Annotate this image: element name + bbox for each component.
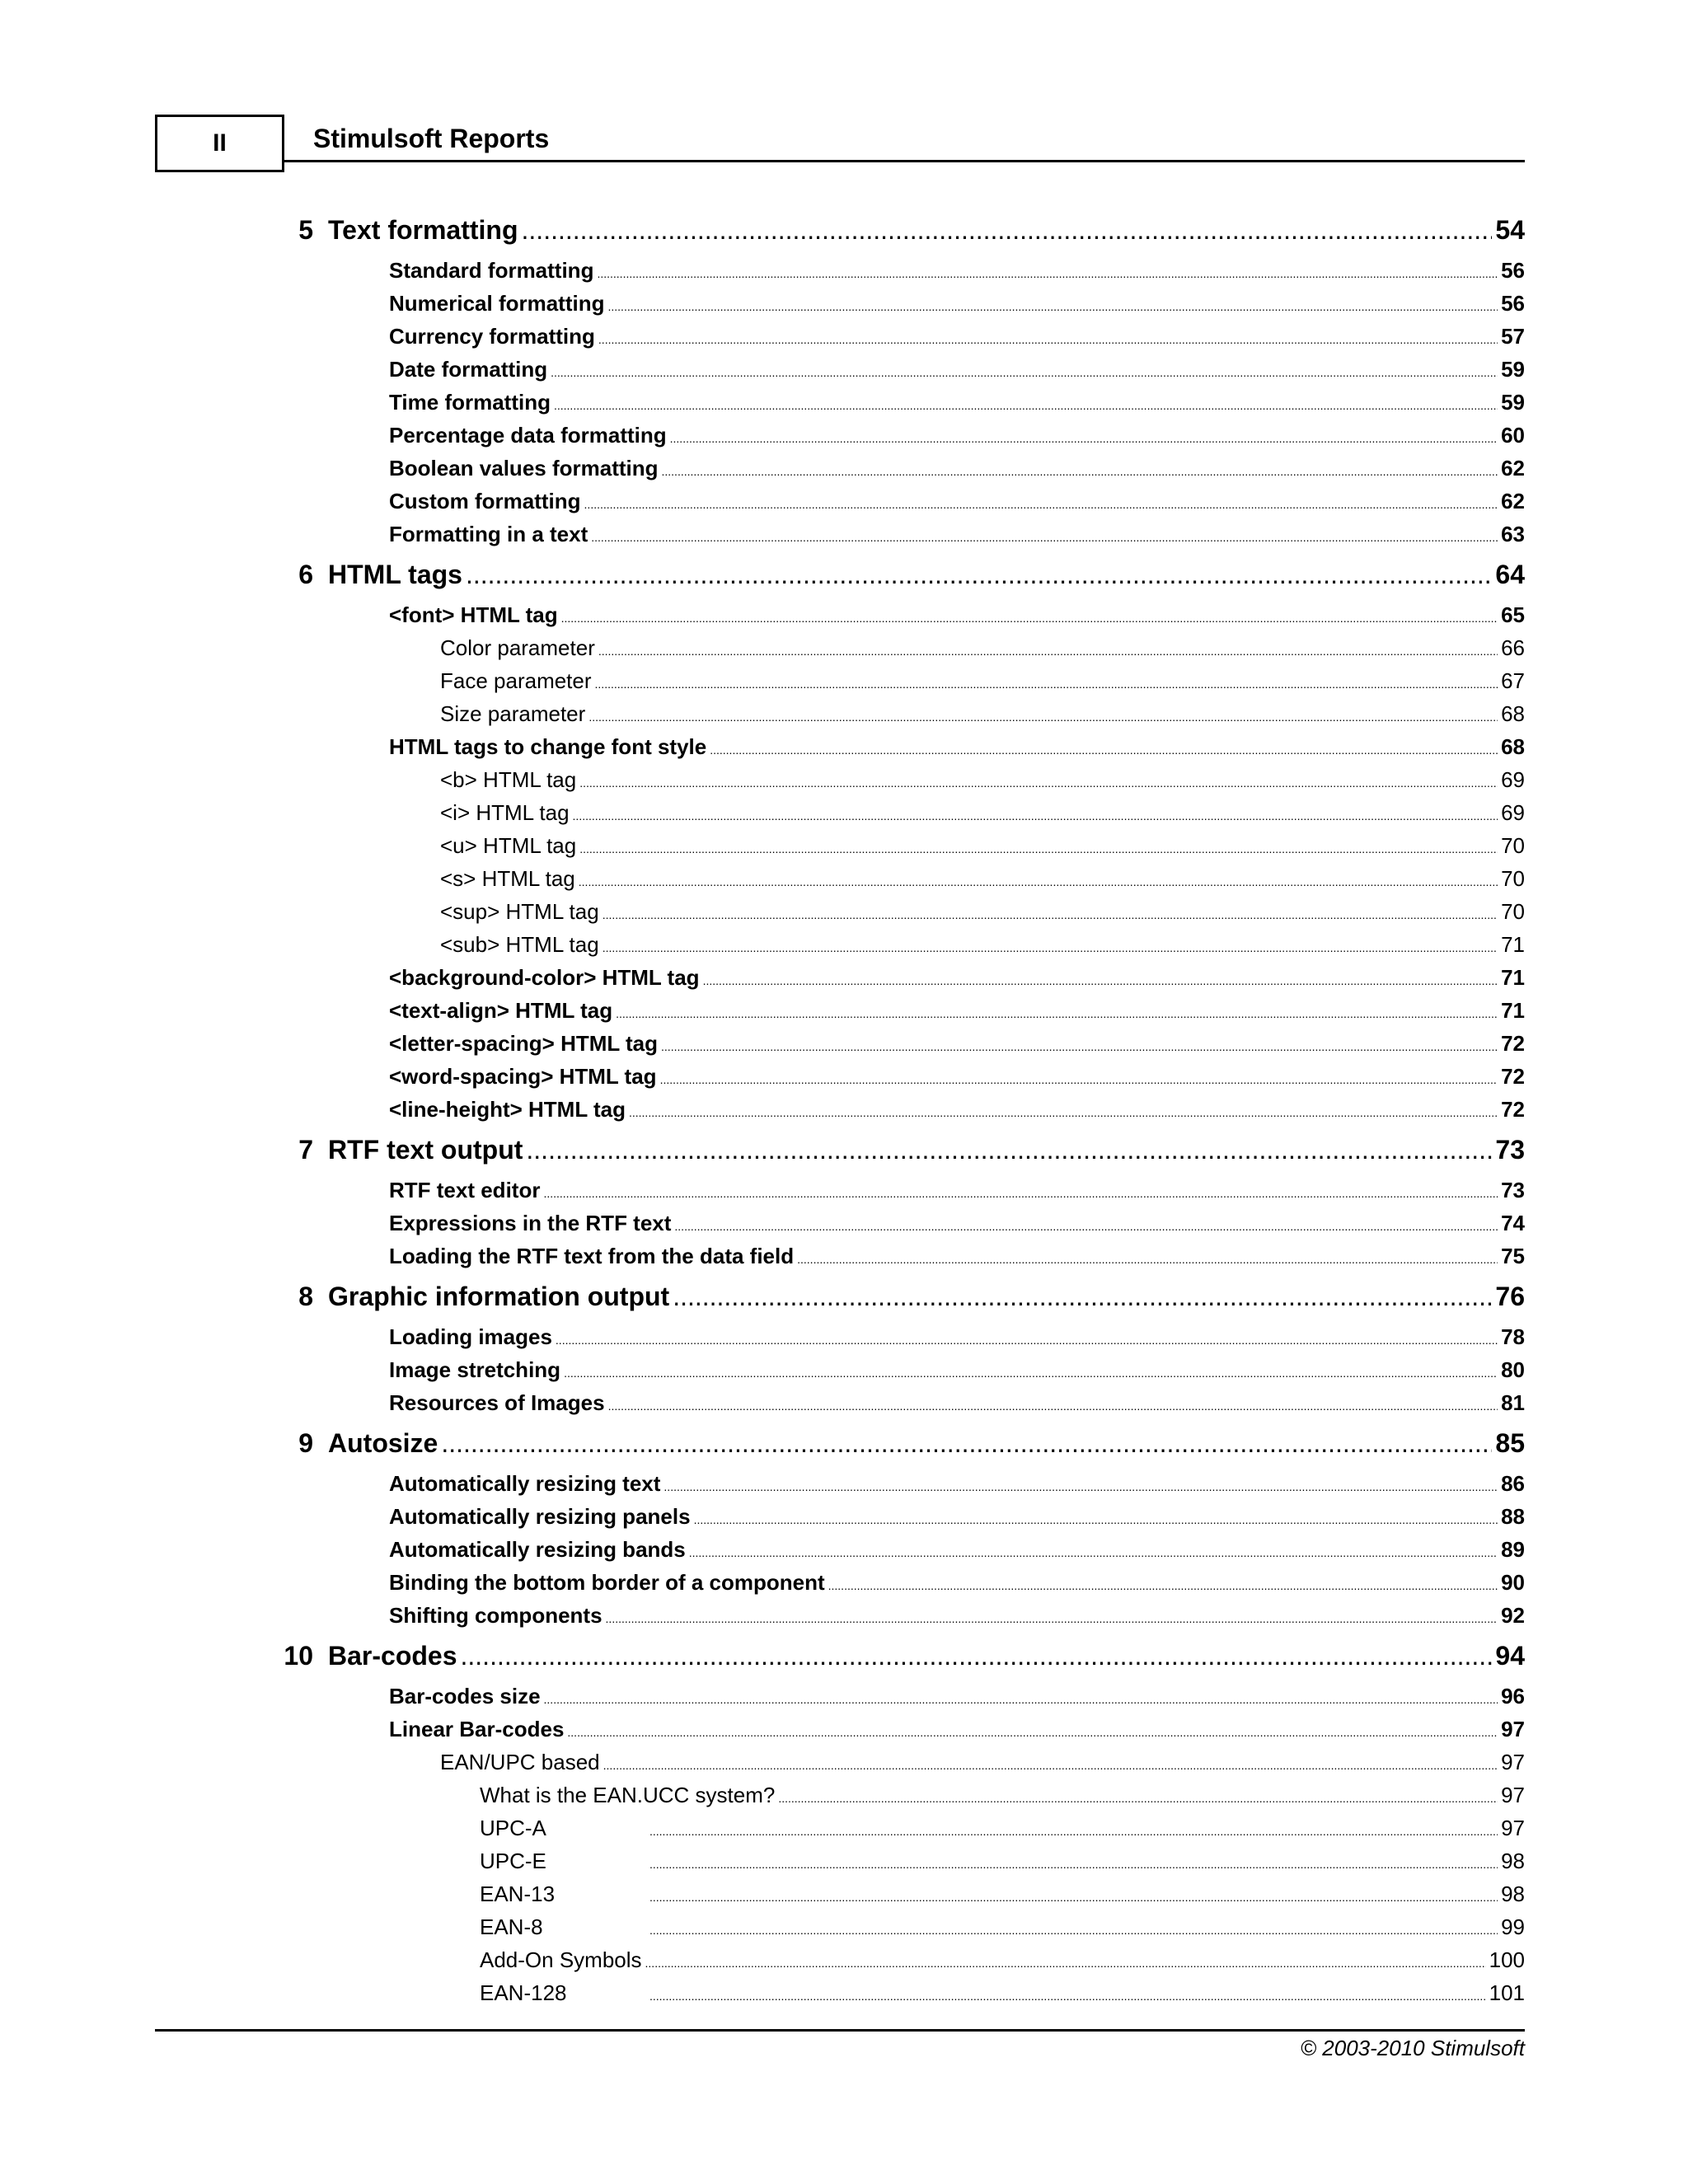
toc-entry-title: Linear Bar-codes <box>389 1717 565 1741</box>
toc-entry-title: Image stretching <box>389 1357 561 1382</box>
toc-page-number: 98 <box>1501 1882 1525 1906</box>
toc-dot-leader <box>660 1073 1498 1086</box>
toc-dot-leader <box>608 1399 1498 1413</box>
toc-entry-title: Numerical formatting <box>389 291 605 316</box>
toc-page-number: 65 <box>1501 602 1525 627</box>
toc-entry-title: Face parameter <box>440 668 592 693</box>
toc-entry-title: <b> HTML tag <box>440 767 577 792</box>
toc-entry[interactable] <box>0 522 1688 555</box>
toc-page-number: 100 <box>1489 1947 1525 1972</box>
toc-dot-leader <box>670 432 1498 445</box>
toc-entry[interactable] <box>0 291 1688 324</box>
toc-entry-title: <font> HTML tag <box>389 602 558 627</box>
toc-entry-title: Color parameter <box>440 635 595 660</box>
toc-page-number: 71 <box>1501 998 1525 1023</box>
toc-entry[interactable] <box>0 899 1688 932</box>
toc-page-number: 85 <box>1495 1428 1525 1458</box>
toc-entry[interactable] <box>0 1570 1688 1603</box>
toc-entry[interactable] <box>0 932 1688 965</box>
toc-chapter-number: 10 <box>284 1641 313 1671</box>
toc-entry[interactable] <box>0 602 1688 635</box>
toc-entry-title: Boolean values formatting <box>389 456 659 480</box>
toc-entry[interactable] <box>0 1980 1688 2013</box>
toc-dot-leader <box>543 1187 1498 1200</box>
toc-entry-title: <sup> HTML tag <box>440 899 599 924</box>
toc-dot-leader <box>662 465 1498 478</box>
toc-dot-leader <box>603 1759 1498 1772</box>
toc-page-number: 71 <box>1501 932 1525 957</box>
toc-page-number: 63 <box>1501 522 1525 546</box>
toc-entry[interactable] <box>0 767 1688 800</box>
toc-entry[interactable] <box>0 1816 1688 1849</box>
toc-page-number: 56 <box>1501 258 1525 283</box>
toc-entry-title: EAN/UPC based <box>440 1750 600 1774</box>
toc-entry[interactable] <box>0 324 1688 357</box>
toc-page-number: 92 <box>1501 1603 1525 1628</box>
toc-dot-leader <box>689 1546 1498 1559</box>
toc-dot-leader <box>661 1040 1498 1053</box>
toc-entry[interactable] <box>0 734 1688 767</box>
toc-entry[interactable] <box>0 701 1688 734</box>
toc-page-number: 74 <box>1501 1211 1525 1235</box>
toc-page-number: 90 <box>1501 1570 1525 1595</box>
toc-entry[interactable] <box>0 1849 1688 1882</box>
toc-entry-title: UPC-E <box>480 1849 546 1873</box>
toc-page-number: 70 <box>1501 833 1525 858</box>
toc-entry-title: <u> HTML tag <box>440 833 577 858</box>
toc-entry-title: Loading the RTF text from the data field <box>389 1244 795 1268</box>
toc-dot-leader <box>778 1792 1498 1805</box>
toc-entry-title: HTML tags <box>328 560 462 589</box>
toc-chapter[interactable] <box>0 1135 1688 1171</box>
toc-page-number: 97 <box>1501 1783 1525 1807</box>
toc-entry-title: <s> HTML tag <box>440 866 575 891</box>
toc-dot-leader <box>663 1480 1498 1493</box>
toc-dot-leader <box>603 941 1498 954</box>
toc-entry-title: UPC-A <box>480 1816 546 1840</box>
toc-entry-title: <i> HTML tag <box>440 800 570 825</box>
toc-chapter[interactable] <box>0 215 1688 251</box>
toc-page-number: 72 <box>1501 1064 1525 1089</box>
toc-dot-leader <box>554 399 1498 412</box>
toc-entry-title: <letter-spacing> HTML tag <box>389 1031 659 1056</box>
toc-entry-title: Text formatting <box>328 215 518 245</box>
toc-page-number: 94 <box>1495 1641 1525 1671</box>
toc-page-number: 71 <box>1501 965 1525 990</box>
toc-dot-leader <box>797 1253 1498 1266</box>
toc-entry[interactable] <box>0 668 1688 701</box>
toc-entry[interactable] <box>0 998 1688 1031</box>
toc-page-number: 72 <box>1501 1031 1525 1056</box>
toc-entry[interactable] <box>0 866 1688 899</box>
toc-entry-title: Bar-codes size <box>389 1684 541 1708</box>
toc-entry[interactable] <box>0 357 1688 390</box>
toc-dot-leader <box>579 842 1498 855</box>
toc-entry-title: Resources of Images <box>389 1390 605 1415</box>
toc-dot-leader <box>579 875 1498 888</box>
toc-dot-leader <box>629 1106 1498 1119</box>
toc-entry-title: Automatically resizing bands <box>389 1537 686 1562</box>
toc-page-number: 97 <box>1501 1750 1525 1774</box>
toc-entry[interactable] <box>0 423 1688 456</box>
toc-dot-leader <box>584 498 1498 511</box>
toc-entry-title: Add-On Symbols <box>480 1947 642 1972</box>
toc-page-number: 68 <box>1501 701 1525 726</box>
toc-dot-leader <box>703 974 1498 987</box>
toc-page-number: 56 <box>1501 291 1525 316</box>
toc-entry-title: RTF text output <box>328 1135 523 1165</box>
page-header <box>0 0 1688 190</box>
toc-entry[interactable] <box>0 1097 1688 1130</box>
toc-dot-leader <box>616 1007 1498 1020</box>
toc-chapter-number: 6 <box>298 560 313 589</box>
toc-entry[interactable] <box>0 965 1688 998</box>
toc-page-number: 101 <box>1489 1980 1525 2005</box>
toc-chapter[interactable] <box>0 1282 1688 1318</box>
toc-page-number: 72 <box>1501 1097 1525 1122</box>
toc-entry-title: Date formatting <box>389 357 548 382</box>
toc-entry-title: Time formatting <box>389 390 551 415</box>
toc-entry-title: <text-align> HTML tag <box>389 998 613 1023</box>
toc-entry-title: <sub> HTML tag <box>440 932 599 957</box>
toc-entry-title: Loading images <box>389 1324 552 1349</box>
toc-entry-title: Bar-codes <box>328 1641 457 1671</box>
toc-entry[interactable] <box>0 1504 1688 1537</box>
header-rule <box>284 160 1525 162</box>
toc-dot-leader <box>649 1825 1498 1838</box>
toc-page-number: 99 <box>1501 1915 1525 1939</box>
toc-dot-leader <box>588 710 1498 724</box>
toc-page-number: 78 <box>1501 1324 1525 1349</box>
toc-dot-leader <box>441 1428 1492 1459</box>
toc-page-number: 75 <box>1501 1244 1525 1268</box>
toc-entry-title: Size parameter <box>440 701 586 726</box>
toc-page-number: 70 <box>1501 866 1525 891</box>
toc-entry-title: What is the EAN.UCC system? <box>480 1783 776 1807</box>
toc-page-number: 62 <box>1501 456 1525 480</box>
toc-chapter-number: 9 <box>298 1428 313 1458</box>
toc-dot-leader <box>649 1858 1498 1871</box>
toc-page-number: 80 <box>1501 1357 1525 1382</box>
toc-entry[interactable] <box>0 1471 1688 1504</box>
toc-dot-leader <box>603 908 1498 921</box>
toc-dot-leader <box>828 1579 1498 1592</box>
toc-page-number: 64 <box>1495 560 1525 589</box>
toc-entry-title: Autosize <box>328 1428 438 1458</box>
toc-entry[interactable] <box>0 456 1688 489</box>
toc-entry[interactable] <box>0 489 1688 522</box>
toc-page-number: 69 <box>1501 767 1525 792</box>
toc-dot-leader <box>544 1693 1498 1706</box>
toc-entry-title: Percentage data formatting <box>389 423 667 448</box>
toc-chapter[interactable] <box>0 1641 1688 1677</box>
toc-entry[interactable] <box>0 1603 1688 1636</box>
toc-entry-title: HTML tags to change font style <box>389 734 707 759</box>
toc-dot-leader <box>598 333 1498 346</box>
toc-entry[interactable] <box>0 1064 1688 1097</box>
toc-dot-leader <box>567 1726 1498 1739</box>
toc-entry[interactable] <box>0 833 1688 866</box>
toc-entry[interactable] <box>0 1211 1688 1244</box>
toc-page-number: 68 <box>1501 734 1525 759</box>
toc-entry-title: Shifting components <box>389 1603 603 1628</box>
toc-dot-leader <box>649 1891 1498 1904</box>
toc-entry[interactable] <box>0 1537 1688 1570</box>
page-number-box <box>155 115 284 172</box>
toc-dot-leader <box>564 1366 1498 1380</box>
toc-dot-leader <box>526 1135 1492 1165</box>
toc-dot-leader <box>579 776 1498 790</box>
toc-entry[interactable] <box>0 1244 1688 1277</box>
toc-entry-title: RTF text editor <box>389 1178 541 1202</box>
toc-dot-leader <box>674 1220 1498 1233</box>
toc-entry[interactable] <box>0 1947 1688 1980</box>
toc-page-number: 88 <box>1501 1504 1525 1529</box>
toc-entry[interactable] <box>0 258 1688 291</box>
toc-dot-leader <box>606 1612 1498 1625</box>
toc-entry[interactable] <box>0 1783 1688 1816</box>
toc-entry[interactable] <box>0 800 1688 833</box>
toc-dot-leader <box>461 1641 1493 1671</box>
toc-page-number: 97 <box>1501 1717 1525 1741</box>
toc-entry-title: Graphic information output <box>328 1282 670 1311</box>
page-number: II <box>213 129 227 157</box>
toc-entry-title: Standard formatting <box>389 258 594 283</box>
toc-chapter-number: 8 <box>298 1282 313 1311</box>
toc-entry[interactable] <box>0 1915 1688 1947</box>
toc-dot-leader <box>597 267 1498 280</box>
toc-entry[interactable] <box>0 1178 1688 1211</box>
toc-entry[interactable] <box>0 1882 1688 1915</box>
toc-dot-leader <box>598 644 1498 658</box>
toc-page-number: 81 <box>1501 1390 1525 1415</box>
toc-entry[interactable] <box>0 635 1688 668</box>
toc-chapter[interactable] <box>0 560 1688 596</box>
toc-entry-title: Formatting in a text <box>389 522 588 546</box>
toc-entry-title: EAN-13 <box>480 1882 556 1906</box>
toc-dot-leader <box>573 809 1498 823</box>
toc-dot-leader <box>673 1282 1492 1312</box>
footer-rule <box>155 2029 1525 2032</box>
toc-dot-leader <box>551 366 1498 379</box>
toc-entry[interactable] <box>0 1031 1688 1064</box>
toc-entry-title: Custom formatting <box>389 489 581 513</box>
toc-entry-title: Expressions in the RTF text <box>389 1211 672 1235</box>
toc-page-number: 96 <box>1501 1684 1525 1708</box>
toc-dot-leader <box>608 300 1498 313</box>
toc-page-number: 59 <box>1501 357 1525 382</box>
toc-dot-leader <box>466 560 1492 590</box>
toc-page-number: 54 <box>1495 215 1525 245</box>
toc-entry-title: <line-height> HTML tag <box>389 1097 626 1122</box>
toc-entry-title: <word-spacing> HTML tag <box>389 1064 657 1089</box>
toc-entry[interactable] <box>0 1324 1688 1357</box>
toc-entry-title: EAN-8 <box>480 1915 543 1939</box>
toc-chapter[interactable] <box>0 1428 1688 1465</box>
toc-entry[interactable] <box>0 1390 1688 1423</box>
toc-dot-leader <box>595 677 1498 691</box>
toc-entry-title: Binding the bottom border of a component <box>389 1570 825 1595</box>
table-of-contents <box>0 210 1688 2013</box>
toc-page-number: 73 <box>1501 1178 1525 1202</box>
toc-dot-leader <box>591 531 1498 544</box>
toc-entry[interactable] <box>0 1357 1688 1390</box>
toc-entry[interactable] <box>0 1750 1688 1783</box>
toc-entry-title: Automatically resizing panels <box>389 1504 691 1529</box>
toc-dot-leader <box>649 1924 1498 1937</box>
toc-page-number: 73 <box>1495 1135 1525 1165</box>
toc-chapter-number: 5 <box>298 215 313 245</box>
toc-dot-leader <box>556 1333 1498 1347</box>
toc-entry-title: Automatically resizing text <box>389 1471 661 1496</box>
toc-dot-leader <box>649 1990 1486 2003</box>
toc-dot-leader <box>522 215 1493 246</box>
toc-page-number: 97 <box>1501 1816 1525 1840</box>
toc-dot-leader <box>710 743 1498 757</box>
toc-page-number: 69 <box>1501 800 1525 825</box>
toc-page-number: 67 <box>1501 668 1525 693</box>
toc-dot-leader <box>694 1513 1498 1526</box>
toc-page-number: 98 <box>1501 1849 1525 1873</box>
toc-page-number: 89 <box>1501 1537 1525 1562</box>
header-title: Stimulsoft Reports <box>313 124 550 153</box>
toc-page-number: 70 <box>1501 899 1525 924</box>
toc-entry[interactable] <box>0 1717 1688 1750</box>
toc-dot-leader <box>561 612 1498 625</box>
toc-entry[interactable] <box>0 390 1688 423</box>
toc-page-number: 57 <box>1501 324 1525 349</box>
toc-page-number: 59 <box>1501 390 1525 415</box>
toc-page-number: 60 <box>1501 423 1525 448</box>
toc-page-number: 76 <box>1495 1282 1525 1311</box>
toc-entry-title: <background-color> HTML tag <box>389 965 700 990</box>
toc-dot-leader <box>645 1957 1486 1970</box>
toc-chapter-number: 7 <box>298 1135 313 1165</box>
toc-entry-title: Currency formatting <box>389 324 595 349</box>
toc-page-number: 66 <box>1501 635 1525 660</box>
toc-page-number: 62 <box>1501 489 1525 513</box>
toc-entry[interactable] <box>0 1684 1688 1717</box>
toc-entry-title: EAN-128 <box>480 1980 567 2005</box>
toc-page-number: 86 <box>1501 1471 1525 1496</box>
footer-copyright: © 2003-2010 Stimulsoft <box>1300 2036 1525 2060</box>
